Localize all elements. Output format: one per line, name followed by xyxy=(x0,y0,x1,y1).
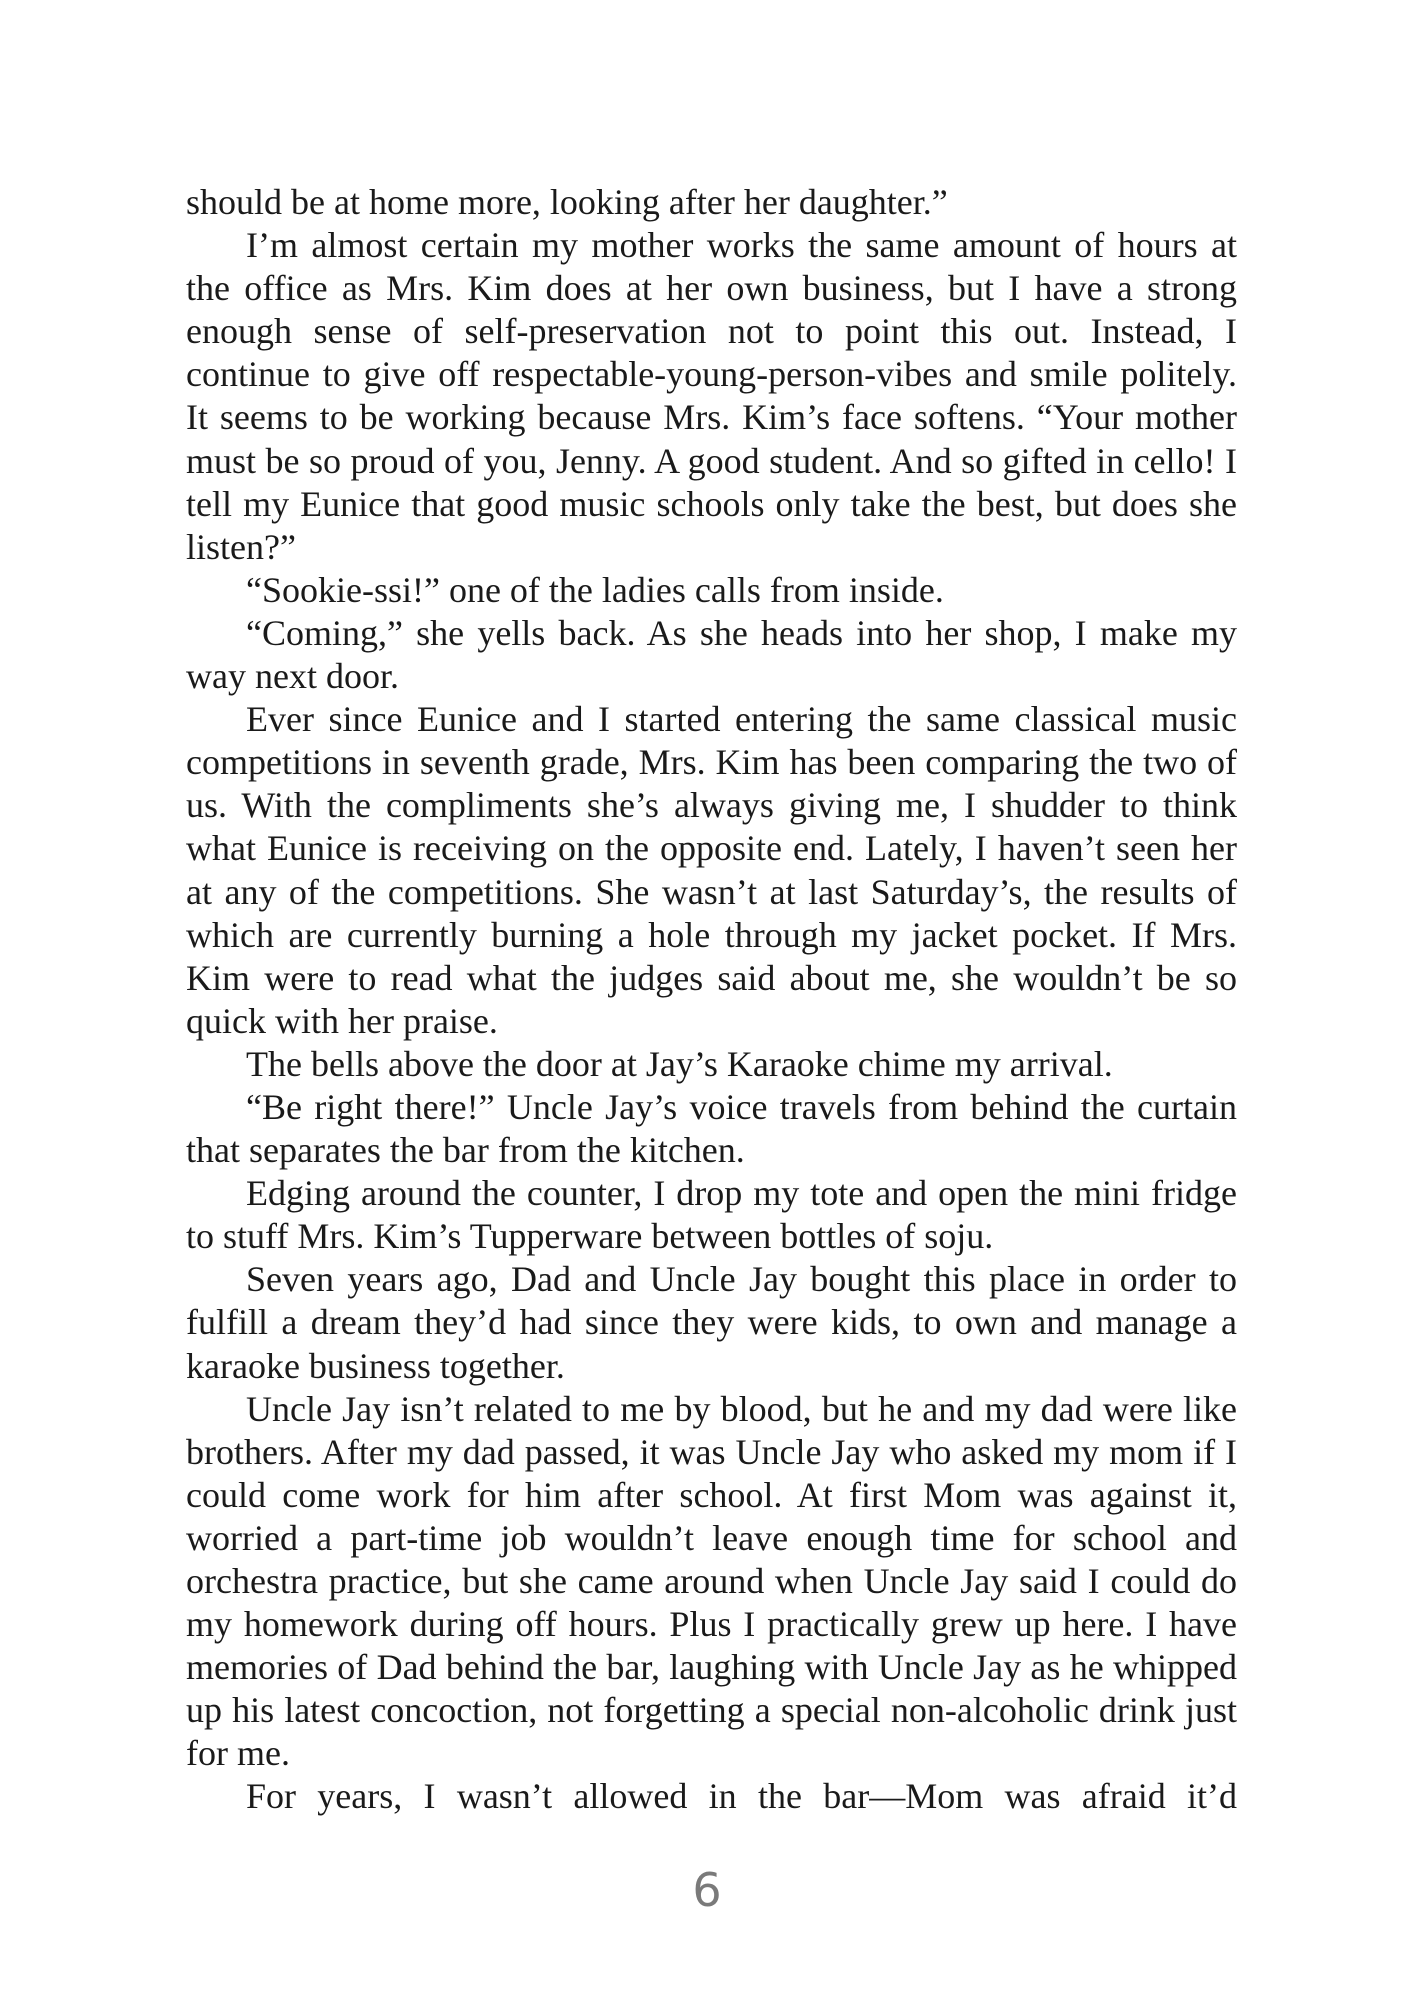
paragraph-sookie-call: “Sookie-ssi!” one of the ladies calls from inside. xyxy=(246,569,944,610)
paragraph-for-years: For years, I wasn’t allowed in the bar—Mom was afraid it’d xyxy=(246,1776,1237,1817)
paragraph-continuation: should be at home more, looking after her daughter.” xyxy=(186,182,948,222)
paragraph-coming: “Coming,” she yells back. As she heads into her shop, I make my way next door. xyxy=(186,612,1237,697)
page-number: 6 xyxy=(692,1863,722,1917)
paragraph-be-right-there: “Be right there!” Uncle Jay’s voice travels from behind the curtain that separates the bar from the kitchen. xyxy=(186,1086,1237,1171)
body-text xyxy=(186,181,1237,1819)
paragraph-bells: The bells above the door at Jay’s Karaoke chime my arrival. xyxy=(246,1043,1113,1084)
paragraph-mrs-kim-praise: I’m almost certain my mother works the same amount of hours at the office as Mrs. Kim does at her own business, but I have a strong enough sense of self-preservation not to point this out. Instead, I continue to give off respectable-young-person-vibes and smile politely. It seems to be working because Mrs. Kim’s face softens. “Your mother must be so proud of you, Jenny. A good student. And so gifted in cello! I tell my Eunice that good music schools only take the best, but does she listen?” xyxy=(186,225,1237,567)
paragraph-seven-years-ago: Seven years ago, Dad and Uncle Jay bought this place in order to fulfill a dream they’d had since they were kids, to own and manage a karaoke business together. xyxy=(186,1259,1237,1386)
paragraph-mini-fridge: Edging around the counter, I drop my tote and open the mini fridge to stuff Mrs. Kim’s Tupperware between bottles of soju. xyxy=(186,1173,1237,1257)
paragraph-competitions: Ever since Eunice and I started entering the same classical music competitions in seventh grade, Mrs. Kim has been comparing the two of us. With the compliments she’s always giving me, I shudder to think what Eunice is receiving on the opposite end. Lately, I haven’t seen her at any of the competitions. She wasn’t at last Saturday’s, the results of which are currently burning a hole through my jacket pocket. If Mrs. Kim were to read what the judges said about me, she wouldn’t be so quick with her praise. xyxy=(186,699,1237,1041)
paragraph-uncle-jay: Uncle Jay isn’t related to me by blood, but he and my dad were like brothers. After my dad passed, it was Uncle Jay who asked my mom if I could come work for him after school. At first Mom was against it, worried a part-time job wouldn’t leave enough time for school and orchestra practice, but she came around when Uncle Jay said I could do my homework during off hours. Plus I practically grew up here. I have memories of Dad behind the bar, laughing with Uncle Jay as he whipped up his latest concoction, not forgetting a special non-alcoholic drink just for me. xyxy=(186,1388,1237,1774)
